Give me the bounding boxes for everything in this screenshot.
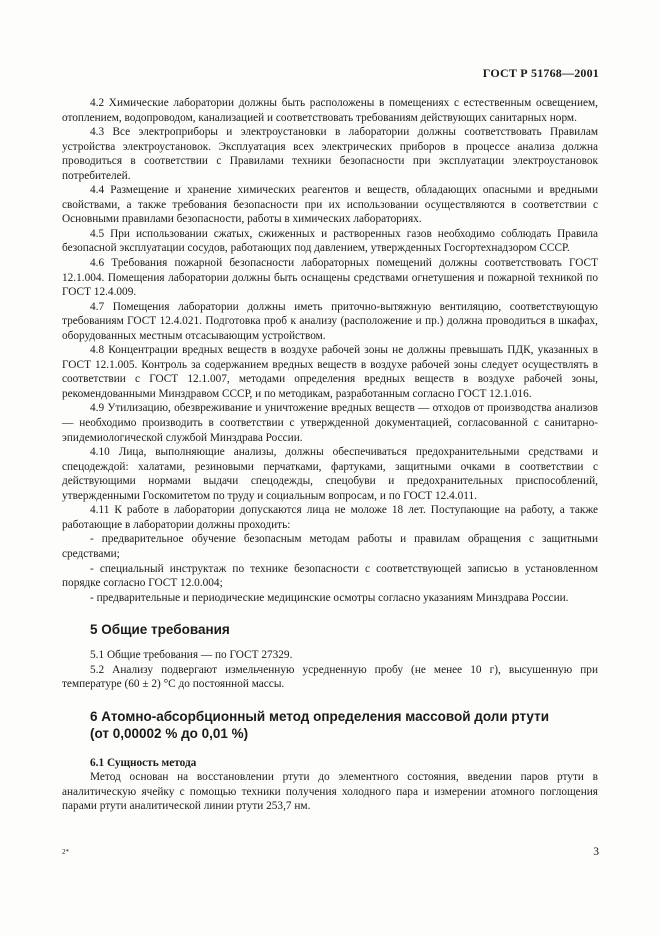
paragraph-4-2: 4.2 Химические лаборатории должны быть расположены в помещениях с естественным освещением, отоплением, водопроводом, канализацией и соответствовать требованиям действующих санитарных норм. [62,97,598,124]
paragraph-4-9: 4.9 Утилизацию, обезвреживание и уничтожение вредных веществ — отходов от производства анализов — необходимо производить в соответствии с утвержденной документацией, согласованной с санитарно-эпидемиологической службой Минздрава России. [62,402,598,444]
paragraph-4-6: 4.6 Требования пожарной безопасности лабораторных помещений должны соответствовать ГОСТ 12.1.004. Помещения лаборатории должны быть оснащены средствами огнетушения и пожарной техникой по ГОСТ 12.4.009. [62,257,598,299]
paragraph-4-7: 4.7 Помещения лаборатории должны иметь приточно-вытяжную вентиляцию, соответствующую требованиям ГОСТ 12.4.021. Подготовка проб к анализу (расположение и пр.) должна проводиться в шкафах, оборудованных местным отсасывающим устройством. [62,300,598,342]
subsection-6-1-heading: 6.1 Сущность метода [90,756,197,769]
document-body [62,96,598,814]
document-id-header: ГОСТ Р 51768—2001 [482,66,599,80]
paragraph-5-1: 5.1 Общие требования — по ГОСТ 27329. [90,649,293,662]
paragraph-4-10: 4.10 Лица, выполняющие анализы, должны обеспечиваться предохранительными средствами и спецодеждой: халатами, резиновыми перчатками, фартуками, защитными очками в соответствии с действующими нормами выдачи спецодежды, спецобуви и предохранительных приспособлений, утвержденными Госкомитетом по труду и социальным вопросам, и по ГОСТ 12.4.011. [62,446,598,502]
sheet-mark: 2* [62,848,69,856]
paragraph-6-1: Метод основан на восстановлении ртути до элементного состояния, введении паров ртути в аналитическую ячейку с помощью техники получения холодного пара и измерении атомного поглощения парами ртути аналитической линии ртути 253,7 нм. [62,771,598,813]
section-6-heading [62,708,598,742]
paragraph-4-11: 4.11 К работе в лаборатории допускаются лица не моложе 18 лет. Поступающие на работу, а также работающие в лаборатории должны проходить: [62,504,598,531]
list-item-briefing: - специальный инструктаж по технике безопасности с соответствующей записью в установленном порядке согласно ГОСТ 12.0.004; [62,562,598,590]
section-6-heading-line2: (от 0,00002 % до 0,01 %) [90,725,249,741]
paragraph-4-8: 4.8 Концентрации вредных веществ в воздухе рабочей зоны не должны превышать ПДК, указанных в ГОСТ 12.1.005. Контроль за содержанием вредных веществ в воздухе рабочей зоны следует осуществлять в соответствии с ГОСТ 12.1.007, методами определения вредных веществ в воздухе рабочей зоны, рекомендованными Минздравом СССР, и по методикам, разработанным согласно ГОСТ 12.1.016. [62,344,598,400]
list-item-medical: - предварительные и периодические медицинские осмотры согласно указаниям Минздрава России. [90,591,569,604]
paragraph-4-4: 4.4 Размещение и хранение химических реагентов и веществ, обладающих опасными и вредными свойствами, а также требования безопасности при их использовании осуществляются в соответствии с Основными правилами безопасности, работы в химических лабораториях. [62,184,598,226]
section-6-heading-line1: 6 Атомно-абсорбционный метод определения массовой доли ртути [90,708,550,724]
paragraph-5-2: 5.2 Анализу подвергают измельченную усредненную пробу (не менее 10 г), высушенную при температуре (60 ± 2) °С до постоянной массы. [62,663,598,691]
paragraph-4-5: 4.5 При использовании сжатых, сжиженных и растворенных газов необходимо соблюдать Правила безопасной эксплуатации сосудов, работающих под давлением, утвержденных Госгортехнадзором СССР. [62,227,598,255]
section-5-heading: 5 Общие требования [90,622,230,638]
paragraph-4-3: 4.3 Все электроприборы и электроустановки в лаборатории должны соответствовать Правилам устройства электроустановок. Эксплуатация всех электрических приборов в процессе анализа должна проводиться в соответствии с Правилами техники безопасности при эксплуатации электроустановок потребителей. [62,126,598,182]
list-item-training: - предварительное обучение безопасным методам работы и правилам обращения с защитными средствами; [62,533,598,560]
page-number: 3 [593,846,599,858]
